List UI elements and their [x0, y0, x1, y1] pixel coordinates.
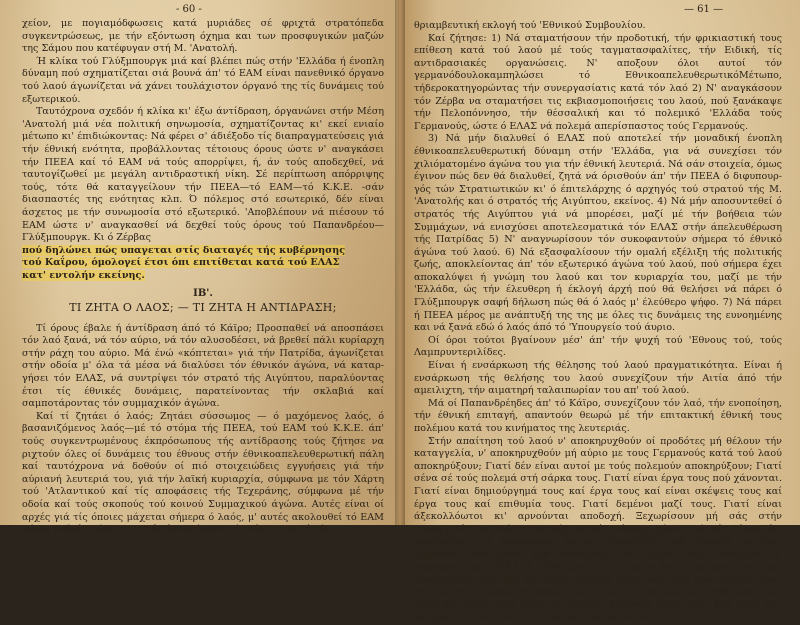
highlight-line: τού Καΐρου, όμολογεί έτσι όπι επιτίθεται κατά τού ΕΛΑΣ	[22, 257, 340, 269]
right-paragraph: Είναι ή ενσάρκωση τής θέλησης τού λαού πραγματικότητα. Είναι ή ενσάρκωση τής θελήσης του λαού συνεχίζουν τήν Αιτία άπό τήν αμειλιχτη, τήν αιματηρή ταλαιπωρίαν του απ' τού λαού.	[414, 360, 782, 397]
right-paragraph: Μά οί Παπανδρέηδες άπ' τό Κάϊρο, συνεχίζουν τόν λαό, τήν ενοποίηση, τήν έθνική επιταγή, απαντούν θεωρώ μέ τήν επιτακτική έθνική τους πολέμου κατά του κινήματος της λευτεριάς.	[414, 397, 782, 434]
left-paragraph: Καί τί ζητάει ό λαός; Ζητάει σύσσωμος — ό μαχόμενος λαός, ό βασανιζόμενος λαός—μέ τό στόμα τής ΠΕΕΑ, τού ΕΑΜ τού Κ.Κ.Ε. άπ' τούς συγκεντρωμένους έκπρόσωπους τής αντίδρασης τούς ζήτησε να ριχτούν όλες οί δυνάμεις του έθνους στήν έθνικοαπελευθερωτική πάλη καί ταυτόχρονα νά δοθούν οί πιό στοιχειώδεις εγγυήσεις γιά τήν αύριανή λευτεριά του, γιά τήν λαϊκή κυριαρχία, σύμφωνα με τόν Χάρτη τού 'Ατλαντικού καί τίς αποφάσεις τής Τεχεράνης, σύμφωνα μέ τήν οδοία καί τούς σκοπούς τού κοινού Συμμαχικού άγώνα. Αυτές είναι οί αρχές γιά τίς όποιες μάχεται σήμερα ό λαός, μ' αυτές ακολουθεί τό ΕΑΜ τώρα, πούμία τώρα, μ' αυτές όλοκλήρωσε τήν πίστη του μέ τήν	[22, 410, 384, 536]
left-paragraph: Ή κλίκα τού Γλύξμπουργκ μιά καί βλέπει πώς στήν 'Ελλάδα ή ένοπλη δύναμη πού σχηματίζεται σιά βουνά άπ' τό ΕΑΜ είναι πανεθνικό όργανο τού λαού άγωνίζεται νά χάνει τουλάχιστον όργανό της τίς δυνάμεις τού εξωτερικού.	[22, 55, 384, 105]
page-number-right: — 61 —	[684, 4, 724, 15]
right-page	[398, 0, 800, 623]
right-text	[414, 20, 782, 625]
section-number: ΙΒ'.	[193, 288, 213, 300]
right-paragraph: Στήν απαίτηση τού λαού ν' αποκηρυχθούν οί προδότες μή θέλουν τήν καταγγελία, ν' αποκηρυχθούν μή αύριο με τους Γερμανούς κατά τού λαού αποκηρύξουν; Γιατί δέν είναι αυτοί με τούς πολεμούν αποκηρύξουν; Γιατί σένα σέ τούς πολεμά στή σάρκα τους. Γιατί είναι έργα τους πού χάνονται. Γιατί είναι δημιούργημά τους καί έργα τους καί είναι σκέψεις τους καί έργα τους καί επιθυμία τους. Γιατί δεμένοι μαζί τους. Γιατί είναι άξεκολλόωτοι κι' αρνούνται αποδοχή. Ξεχωρίσουν μή σάς στήν προαγγελία με τούς ισπανούς αυτοί. Πόσους μήνες, μά δέν είπαν ότι αποχώρησε, με κάμποσους αυτούς τουρκιστές, μή άρνηση να τους τιμώσουν. Καί αυτοί τήν 'Ασφάλεια, τήν Ειδική, τήν 'Ασφάλεια, οί συμμορίες τού ΕΔΕΣ, Χ, ΡΑΝ κλπ. Γιατί τούτα δεν είναι έργα τους καί συνεργάτες τους; Καί άπ' όλους τούτους τούς λαού, πού τούς καταπνίγουν στην ψυχή τού λαού τήν σκέψη του γι' αύτό τό κάποιο λαό στάθμευση. Καί γιατί δέν έκαν αυτό ώμως κι αυτό με κάμποσο έργο τους; Καί γιατί δέν έκστρατεία από τόν ΕΛΑΣ πού θά λέξη κατά τόν	[414, 435, 782, 623]
left-text-bottom	[22, 323, 384, 537]
highlight-line: κατ' εντολήν εκείνης.	[22, 269, 145, 281]
left-page	[0, 0, 398, 536]
right-paragraph: Οί όροι τούτοι βγαίνουν μέσ' άπ' τήν ψυχή τού 'Εθνους τού, τούς Λαμπρυντεριλίδες.	[414, 334, 782, 359]
right-paragraph: θριαμβευτική εκλογή τού 'Εθνικού Συμβουλίου.	[414, 20, 646, 31]
right-paragraph: Καί ζήτησε: 1) Νά σταματήσουν τήν προδοτική, τήν φρικιαστική τους επίθεση κατά τού λαού μέ τούς ταγματασφαλίτες, τήν Ειδική, τίς αντιδρασιακές οργανώσεις. Ν' αποξουν όλοι αυτοί τόν γερμανόδουλοκαμπηλώσει τό ΕθνικοαπελευθερωτικόΜέτωπο, τήδεροκατηγορώντας τήν συνεργασίατις κατά τόν λαό 2) Ν' αναγκάσουν τόν Ζέρβα να σταματήσει τις εκβιασμοποιήσεις του λαού, πού ξανάκαψε τήν Πελοπόννησο, τήν θέσσαλική και τό πολεμικό 'Ελλάδα τούς Γερμανούς, ώστε ό ΕΛΑΣ νά πολεμά απερίσπαστος τούς Γερμανούς.	[414, 32, 782, 132]
page-number-left: - 60 -	[176, 4, 202, 15]
left-paragraph: χείον, με πογιαμόδφωσεις κατά μυριάδες σέ φριχτά στρατόπεδα συγκεντρώσεως, με τήν εξόντωση όχημα και των προσφυγικών μαζών της Σάμου που κατέφυγαν στή Μ. 'Ανατολή.	[22, 18, 384, 55]
book-gutter	[395, 0, 405, 525]
right-paragraph: 3) Νά μήν διαλυθεί ό ΕΛΑΣ πού αποτελεί τήν μοναδική ένοπλη έθνικοαπελευθερωτική δύναμη στήν 'Ελλάδα, για νά συνεχίσει τόν χιλιόματομένο άγώνα του για τήν έθνική λευτεριά. Νά σάν στοιχεία, όμως έγινον πώς δεν θά διαλυθεί, ζητά νά όρισθούν άπ' τήν ΠΕΕΑ ό διφυπουργός τών Στρατιωτικών κι' ό έπιτελάρχης ό αρχηγός τού στρατού τής Μ. 'Ανατολής και ό στρατός τής Αιγύπτου, εκείνος. 4) Νά μήν αποσυντεθεί ό στρατός τής Αιγύπτου γιά νά μπορέσει, μαζί μέ τήν βοήθεια τών Συμμάχων, νά ενισχύσει αποτελεσματικά τόν ΕΛΑΣ στήν άπελευθέρωση τής Πατρίδας 5) Ν' αναγνωρίσουν τόν συκοφαντούν σήμερα τό έθνικό άγώνα τού λαού. 6) Νά εξασφαλίσουν τήν ομαλή εξέλιξη τής πολιτικής ζωής, αποκλείοντας άπ' τόν εξωτερικό άγώνα τού λαού, πού σήμερα έχει αποκαλύψει ή γνώμη του λαού και τον κυριαρχία του, μαζί με τήν 'Ελλάδα, ώς τήν έλευθερη ή έκλογή άρχή πού θά θελήσει νά πάρει ό Γλύξμπουργκ σαφή δήλωση πώς θά ό λαός μ' έλεύθερο ψήφο. 7) Νά πάρει ή ΠΕΕΑ μέρος με ανάπτυξή της της με όλες τις δυνάμεις της ευνοημένης και νά ξανά εδώ ό λαός άπό τό 'Υπουργείο τού άυριο.	[414, 133, 782, 334]
highlight-line: πού δηλώνει πώς υπαγεται στίς διαταγές τής κυβέρνησης	[22, 244, 346, 256]
section-title: ΤΙ ΖΗΤΑ Ο ΛΑΟΣ; — ΤΙ ΖΗΤΑ Η ΑΝΤΙΔΡΑΣΗ;	[69, 301, 337, 315]
highlighted-passage	[22, 245, 384, 283]
left-paragraph: Τί όρους έβαλε ή άντίδραση άπό τό Κάϊρο; Προσπαθεί νά αποσπάσει τόν λαό ξανά, νά τόν αύριο, νά τόν αλυσοδέσει, νά βρεθεί πάλι κυρίαρχη στήν ράχη του αύριο. Μά ένώ «κόπτεται» γιά τήν Πατρίδα, άγωνίζεται στήν οδοία μ' όλα τά μέσα νά διαλύσει τόν έθνικόν άγώνα, νά καταργήσει τόν ΕΛΑΣ, νά συντρίψει τόν στρατό τής Αιγύπτου, παραλύοντας έτσι τίς έθνικές δυνάμεις, παρατείνοντας τήν σκλαβιά καί σαμποτάροντας τόν συμμαχικόν άγώνα.	[22, 322, 384, 410]
left-paragraph: Ταυτόχρονα σχεδόν ή κλίκα κι' έξω άντίδραση, όργανώνει στήν Μέση 'Ανατολή μιά νέα πολιτική σηνωμοσία, σχηματίζοντας κι' εκεί ενιαίο μέτωπο κι' έπιδιώκοντας: Νά φέρει σ' άδιέξοδο τίς διαπραγματεύσεις γιά τήν έθνική ενότητα, προβάλλοντας τέτοιους όρους ώστε ν' αναγκάσει τήν ΠΕΕΑ καί τό ΕΑΜ νά τούς απορρίψει, ή, άν τούς αποδεχθεί, νά ταυτογίζωθεί με μεγάλη αντιδραστική νίκη. Σέ περίπτωση απόρριψης τούς, τότε θά καταγγείλουν τήν ΠΕΕΑ—τό ΕΑΜ—τό Κ.Κ.Ε. -σάν διασπαστές της ενότητας κλπ. Ό πόλεμος στό εσωτερικό, δέν είναι άσχετος με τήν συνωμοσία στό εξωτερικό. 'Αποβλέπουν νά πιέσουν τό ΕΑΜ ώστε ν' αναγκασθεί νά δεχθεί τούς όρους τού Παπανδρέου—Γλύξμπουργκ. Κι ό Ζέρβας	[22, 106, 384, 244]
left-text-top	[22, 18, 384, 282]
